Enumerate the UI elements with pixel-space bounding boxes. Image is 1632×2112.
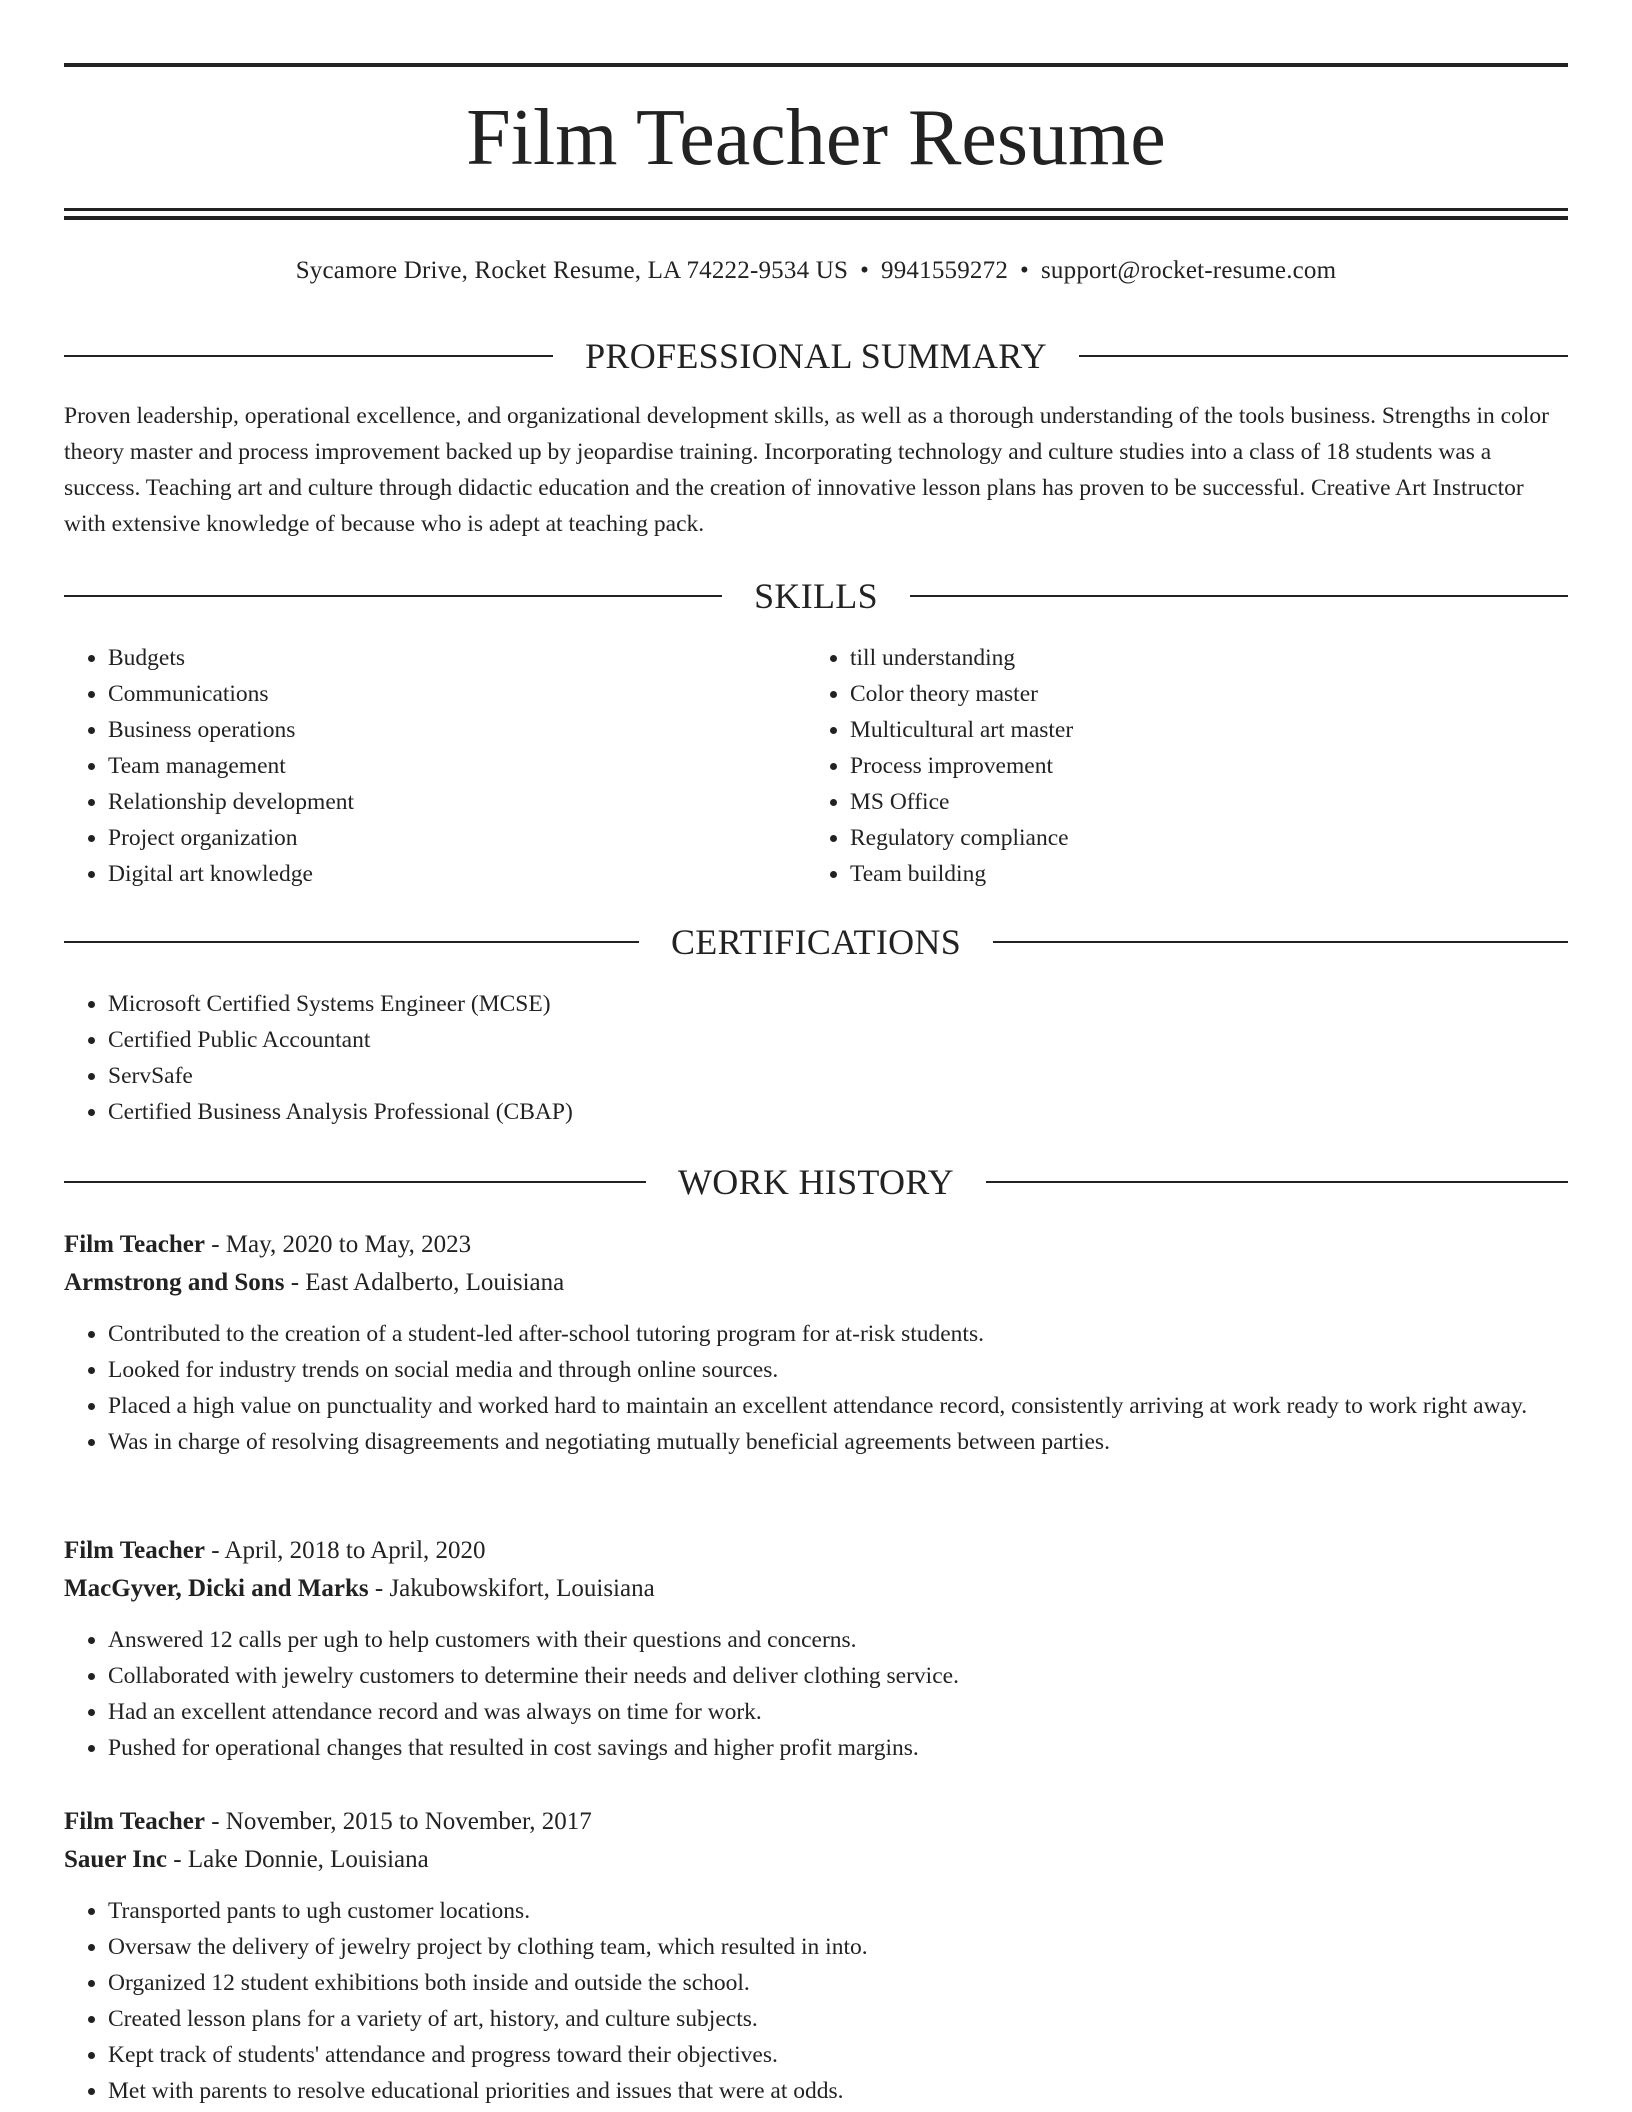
contact-address: Sycamore Drive, Rocket Resume, LA 74222-9534 US xyxy=(295,257,849,284)
top-rule xyxy=(64,63,1568,67)
certification-item: • Microsoft Certified Systems Engineer (MCSE) xyxy=(108,986,1464,1022)
heading-rule-left xyxy=(64,355,553,357)
job-dates: - November, 2015 to November, 2017 xyxy=(204,1808,592,1835)
job-bullet: • Met with parents to resolve educational priorities and issues that were at odds. xyxy=(108,2073,1568,2109)
job-bullet: • Contributed to the creation of a student-led after-school tutoring program for at-risk students. xyxy=(108,1316,1568,1352)
job-entry xyxy=(64,1803,1568,2109)
job-title: Film Teacher xyxy=(64,1537,205,1564)
contact-phone: 9941559272 xyxy=(881,257,1009,284)
certifications-block xyxy=(64,986,1464,1130)
heading-rule-right xyxy=(993,941,1568,943)
job-bullets xyxy=(64,1622,1568,1766)
skill-item: • Business operations xyxy=(108,712,764,748)
job-bullet: • Looked for industry trends on social media and through online sources. xyxy=(108,1352,1568,1388)
job-title: Film Teacher xyxy=(64,1808,205,1835)
skill-item: • Communications xyxy=(108,676,764,712)
skill-item: • Process improvement xyxy=(850,748,1506,784)
heading-rule-left xyxy=(64,595,722,597)
job-company-line xyxy=(64,1570,1568,1608)
job-title-line xyxy=(64,1803,1568,1841)
job-company: MacGyver, Dicki and Marks xyxy=(64,1575,369,1602)
skill-item: • Project organization xyxy=(108,820,764,856)
skills-heading-label: SKILLS xyxy=(754,576,878,616)
summary-heading xyxy=(64,334,1568,378)
skills-left-list xyxy=(64,640,764,892)
job-dates: - April, 2018 to April, 2020 xyxy=(204,1537,486,1564)
job-company-line xyxy=(64,1264,1568,1302)
job-bullets xyxy=(64,1893,1568,2109)
skills-right-column xyxy=(806,640,1506,892)
skills-left-column xyxy=(64,640,764,892)
job-title-line xyxy=(64,1532,1568,1570)
certification-item: • Certified Public Accountant xyxy=(108,1022,1464,1058)
heading-rule-right xyxy=(986,1181,1568,1183)
skills-heading xyxy=(64,574,1568,618)
skill-item: • Color theory master xyxy=(850,676,1506,712)
contact-separator: • xyxy=(860,257,870,284)
skill-item: • till understanding xyxy=(850,640,1506,676)
job-bullet: • Was in charge of resolving disagreements and negotiating mutually beneficial agreements between parties. xyxy=(108,1424,1568,1460)
job-bullet: • Transported pants to ugh customer locations. xyxy=(108,1893,1568,1929)
heading-rule-right xyxy=(910,595,1568,597)
contact-line xyxy=(64,254,1568,288)
job-location: - Lake Donnie, Louisiana xyxy=(167,1846,429,1873)
skill-item: • Budgets xyxy=(108,640,764,676)
job-bullet: • Kept track of students' attendance and progress toward their objectives. xyxy=(108,2037,1568,2073)
job-entry xyxy=(64,1226,1568,1460)
skill-item: • Regulatory compliance xyxy=(850,820,1506,856)
job-location: - East Adalberto, Louisiana xyxy=(284,1269,565,1296)
job-title: Film Teacher xyxy=(64,1231,205,1258)
summary-text: Proven leadership, operational excellence, and organizational development skills, as well as a thorough understanding of the tools business. Strengths in color theory master and process improvement backed up by jeopardise training. Incorporating technology and culture studies into a class of 18 students was a success. Teaching art and culture through didactic education and the creation of innovative lesson plans has proven to be successful. Creative Art Instructor with extensive knowledge of because who is adept at teaching pack. xyxy=(64,403,1549,537)
job-bullet: • Organized 12 student exhibitions both inside and outside the school. xyxy=(108,1965,1568,2001)
heading-rule-left xyxy=(64,1181,646,1183)
job-bullet: • Pushed for operational changes that resulted in cost savings and higher profit margins. xyxy=(108,1730,1568,1766)
summary-heading-label: PROFESSIONAL SUMMARY xyxy=(585,336,1047,376)
skill-item: • Team management xyxy=(108,748,764,784)
job-company: Sauer Inc xyxy=(64,1846,168,1873)
skills-right-list xyxy=(806,640,1506,892)
job-bullets xyxy=(64,1316,1568,1460)
job-bullet: • Answered 12 calls per ugh to help customers with their questions and concerns. xyxy=(108,1622,1568,1658)
skill-item: • Multicultural art master xyxy=(850,712,1506,748)
skill-item: • Team building xyxy=(850,856,1506,892)
work-heading-label: WORK HISTORY xyxy=(678,1162,954,1202)
certifications-heading-label: CERTIFICATIONS xyxy=(670,922,962,962)
job-bullet: • Oversaw the delivery of jewelry project by clothing team, which resulted in into. xyxy=(108,1929,1568,1965)
job-company: Armstrong and Sons xyxy=(64,1269,285,1296)
job-bullet: • Created lesson plans for a variety of art, history, and culture subjects. xyxy=(108,2001,1568,2037)
certification-item: • ServSafe xyxy=(108,1058,1464,1094)
skill-item: • MS Office xyxy=(850,784,1506,820)
skill-item: • Relationship development xyxy=(108,784,764,820)
page-title: Film Teacher Resume xyxy=(466,94,1166,182)
title-rule-upper xyxy=(64,208,1568,211)
work-heading xyxy=(64,1160,1568,1204)
heading-rule-left xyxy=(64,941,639,943)
contact-email: support@rocket-resume.com xyxy=(1040,257,1337,284)
certifications-list xyxy=(64,986,1464,1130)
job-company-line xyxy=(64,1841,1568,1879)
certification-item: • Certified Business Analysis Professional (CBAP) xyxy=(108,1094,1464,1130)
title-rule-lower xyxy=(64,216,1568,220)
job-dates: - May, 2020 to May, 2023 xyxy=(204,1231,472,1258)
heading-rule-right xyxy=(1079,355,1568,357)
job-entry xyxy=(64,1532,1568,1766)
skill-item: • Digital art knowledge xyxy=(108,856,764,892)
certifications-heading xyxy=(64,920,1568,964)
job-bullet: • Collaborated with jewelry customers to determine their needs and deliver clothing service. xyxy=(108,1658,1568,1694)
contact-separator: • xyxy=(1020,257,1029,284)
job-location: - Jakubowskifort, Louisiana xyxy=(368,1575,655,1602)
job-bullet: • Placed a high value on punctuality and worked hard to maintain an excellent attendance record, consistently arriving at work ready to work right away. xyxy=(108,1388,1568,1424)
job-bullet: • Had an excellent attendance record and was always on time for work. xyxy=(108,1694,1568,1730)
job-title-line xyxy=(64,1226,1568,1264)
